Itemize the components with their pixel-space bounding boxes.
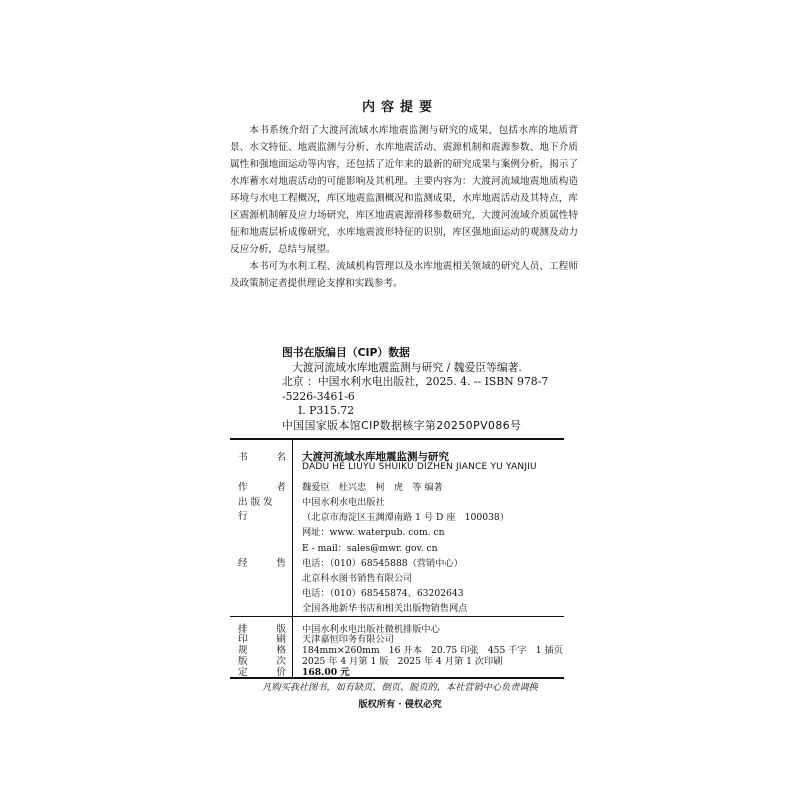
label-typeset: 排 版 [238, 624, 286, 635]
authors: 魏爱臣 杜兴忠 柯 虎 等 编著 [302, 482, 443, 493]
summary-paragraph-1: 本书系统介绍了大渡河流域水库地震监测与研究的成果，包括水库的地质背景、水文特征、地震监测与分析、水库地震活动、震源机制和震源参数、地下介质属性和强地面运动等内容，还包括了近年来的最新的研究成果与案例分析，揭示了水库蓄水对地震活动的可能影响及其机理。主要内容为：大渡河流域地震地质构造环境与水电工程概况，库区地震监测概况和监测成果，水库地震活动及其特点，库区震源机制解及应力场研究，库区地震震源滑移参数研究，大渡河流域介质属性特征和地震层析成像研究，水库地震波形特征的识别，库区强地面运动的观测及动力反应分析，总结与展望。 [230, 125, 578, 255]
book-title: 大渡河流域水库地震监测与研究 [302, 451, 449, 463]
cip-line-title: 大渡河流域水库地震监测与研究 / 魏爱臣等编著. [292, 360, 522, 374]
seller-phone: 电话：（010）68545874、63202643 [302, 588, 464, 599]
table-column-divider [292, 440, 293, 677]
label-price: 定 价 [238, 667, 286, 678]
seller-network: 全国各地新华书店和相关出版物销售网点 [302, 603, 468, 614]
copyright-notice: 版权所有 · 侵权必究 [358, 699, 442, 710]
summary-paragraph-2: 本书可为水利工程、流域机构管理以及水库地震相关领域的研究人员、工程师及政策制定者提供理论支撑和实践参考。 [230, 261, 578, 289]
cip-title: 图书在版编目（CIP）数据 [282, 346, 410, 359]
price: 168.00 元 [302, 667, 350, 678]
table-separator [230, 616, 564, 617]
publisher-phone: 电话：（010）68545888（营销中心） [302, 558, 463, 569]
typesetter: 中国水利水电出版社微机排版中心 [302, 624, 440, 635]
cip-line-classification: Ⅰ. P315.72 [298, 404, 355, 417]
book-title-pinyin: DADU HE LIUYU SHUIKU DIZHEN JIANCE YU YANJIU [302, 462, 537, 472]
edition: 2025 年 4 月第 1 版 2025 年 4 月第 1 次印刷 [302, 656, 503, 667]
publisher-website: 网址：www. waterpub. com. cn [302, 527, 445, 538]
label-publisher: 出版发行 [238, 497, 276, 522]
summary-title: 内容提要 [361, 100, 438, 115]
seller: 北京科水图书销售有限公司 [302, 573, 413, 584]
publisher-address: （北京市海淀区玉渊潭南路 1 号 D 座 100038） [302, 512, 509, 523]
label-spec: 规 格 [238, 645, 286, 656]
summary-body [230, 122, 578, 292]
cip-line-publisher: 北京 ：中国水利水电出版社，2025. 4. -- ISBN 978-7 [282, 375, 549, 388]
label-authors: 作 者 [238, 482, 286, 493]
cip-line-record-number: 中国国家版本馆CIP数据核字第20250PV086号 [282, 418, 522, 432]
label-printer: 印 刷 [238, 634, 286, 645]
book-spec: 184mm×260mm 16 开本 20.75 印张 455 千字 1 插页 [302, 645, 563, 656]
copyright-info-table [230, 438, 564, 679]
cip-line-isbn: -5226-3461-6 [282, 389, 355, 403]
publisher-email: E - mail：sales@mwr. gov. cn [302, 543, 438, 554]
label-book-title: 书 名 [238, 452, 286, 463]
label-seller: 经 售 [238, 558, 286, 569]
printer: 天津嘉恒印务有限公司 [302, 634, 394, 645]
label-edition: 版 次 [238, 656, 286, 667]
cip-data-block [282, 346, 548, 433]
replacement-notice: 凡购买我社图书，如有缺页、倒页、脱页的，本社营销中心负责调换 [262, 682, 538, 693]
publisher: 中国水利水电出版社 [302, 497, 385, 508]
